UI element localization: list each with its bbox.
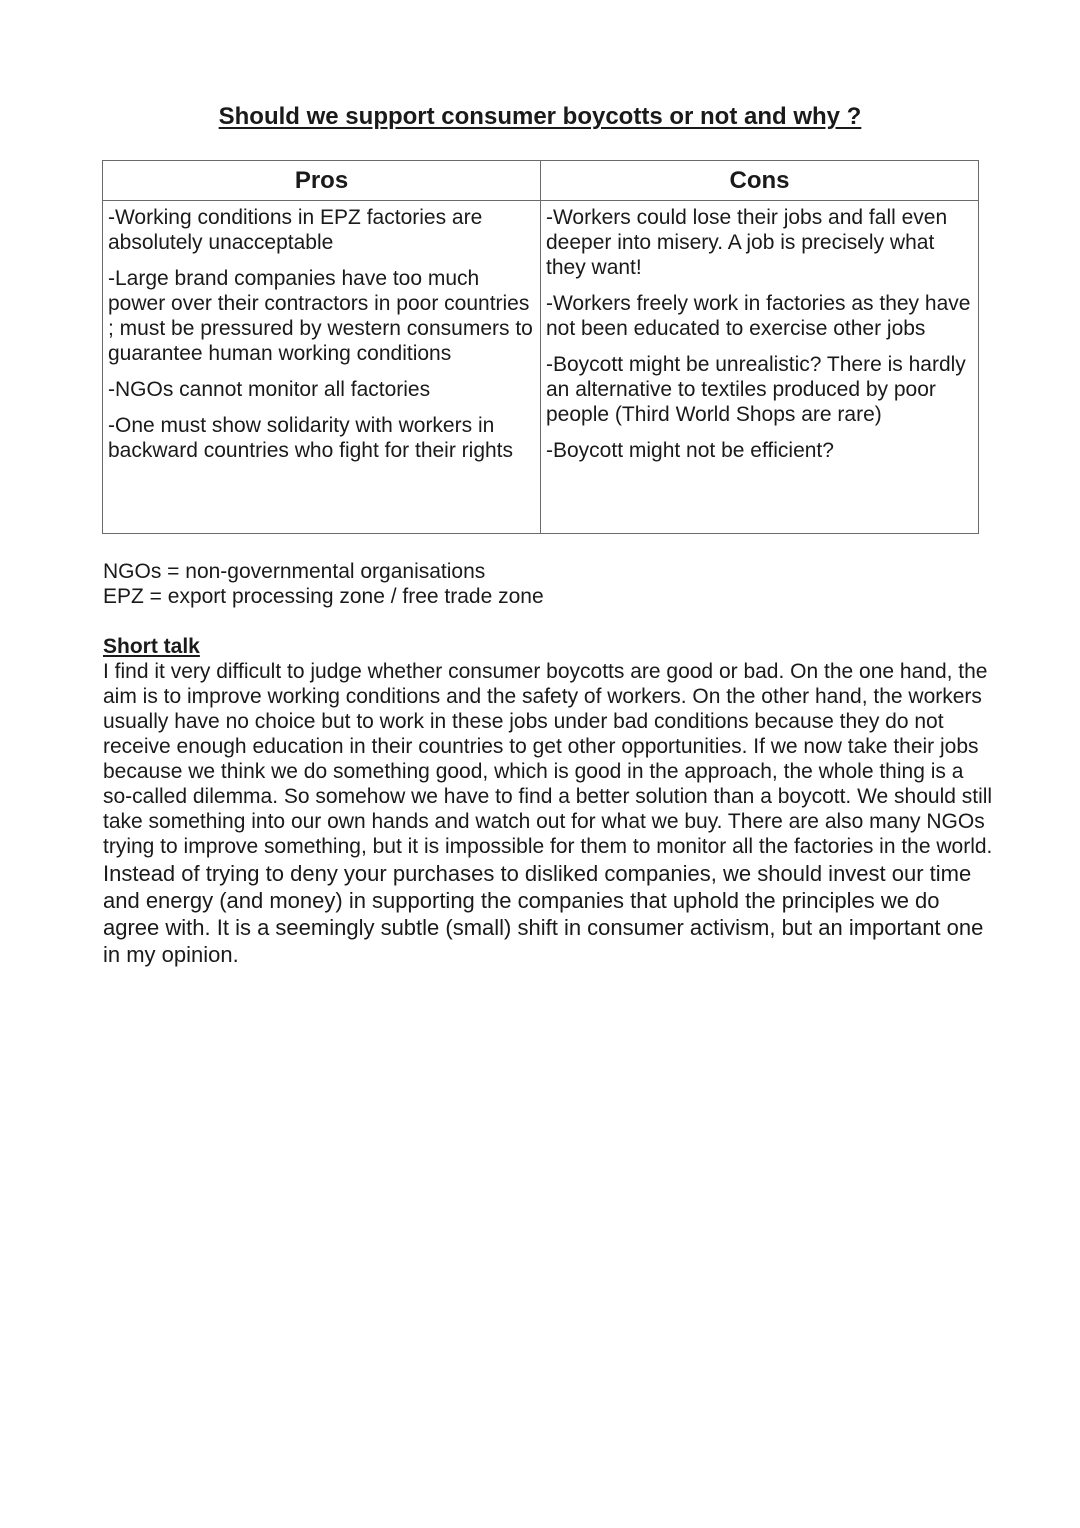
pros-header: Pros <box>103 161 541 201</box>
abbreviation-legend <box>103 559 544 609</box>
pros-item: -NGOs cannot monitor all factories <box>108 378 431 401</box>
pros-item: -Large brand companies have too much power over their contractors in poor countries ; must be pressured by western consumers to guarantee human working conditions <box>108 267 533 365</box>
page-title: Should we support consumer boycotts or not and why ? <box>218 103 862 130</box>
table-header-row <box>103 161 979 201</box>
cons-item: -Workers freely work in factories as they have not been educated to exercise other jobs <box>546 292 971 340</box>
pros-item: -One must show solidarity with workers in backward countries who fight for their rights <box>108 414 514 462</box>
short-talk-paragraph: Instead of trying to deny your purchases to disliked companies, we should invest our time and energy (and money) in supporting the companies that uphold the principles we do agree with. It is a seemingly subtle (small) shift in consumer activism, but an important one in my opinion. <box>103 861 984 967</box>
legend-item-epz: EPZ = export processing zone / free trade zone <box>103 585 544 608</box>
cons-cell <box>541 201 979 534</box>
cons-item: -Boycott might be unrealistic? There is hardly an alternative to textiles produced by poor people (Third World Shops are rare) <box>546 353 966 426</box>
legend-item-ngos: NGOs = non-governmental organisations <box>103 560 486 583</box>
short-talk-section <box>103 634 993 968</box>
cons-item: -Boycott might not be efficient? <box>546 439 834 462</box>
cons-item: -Workers could lose their jobs and fall even deeper into misery. A job is precisely what they want! <box>546 206 948 279</box>
pros-cell <box>103 201 541 534</box>
table-row <box>103 201 979 534</box>
pros-item: -Working conditions in EPZ factories are absolutely unacceptable <box>108 206 483 254</box>
short-talk-heading: Short talk <box>103 635 200 658</box>
pros-cons-table <box>102 160 979 534</box>
short-talk-paragraph: I find it very difficult to judge whether consumer boycotts are good or bad. On the one hand, the aim is to improve working conditions and the safety of workers. On the other hand, the workers usually have no choice but to work in these jobs under bad conditions because they do not receive enough education in their countries to get other opportunities. If we now take their jobs because we think we do something good, which is good in the approach, the whole thing is a so-called dilemma. So somehow we have to find a better solution than a boycott. We should still take something into our own hands and watch out for what we buy. There are also many NGOs trying to improve something, but it is impossible for them to monitor all the factories in the world. <box>103 660 993 858</box>
cons-header: Cons <box>541 161 979 201</box>
